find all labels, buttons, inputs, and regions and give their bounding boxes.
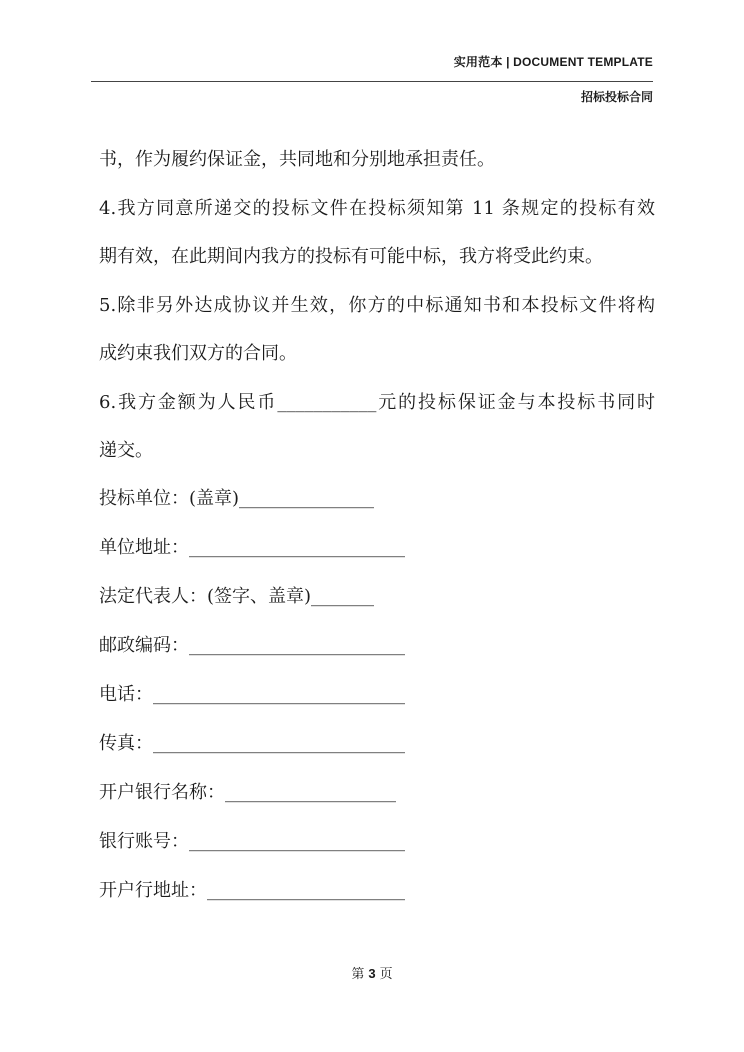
footer-suffix: 页	[379, 967, 393, 982]
document-type: 招标投标合同	[580, 90, 653, 104]
page-number: 3	[368, 966, 376, 981]
body-line: 6.我方金额为人民币___________元的投标保证金与本投标书同时	[99, 391, 655, 413]
page-footer	[0, 963, 744, 982]
body-line: 5.除非另外达成协议并生效，你方的中标通知书和本投标文件将构	[99, 294, 655, 316]
field-fax: 传真：____________________________	[99, 733, 405, 754]
body-line: 递交。	[99, 440, 153, 461]
body-line: 期有效，在此期间内我方的投标有可能中标，我方将受此约束。	[99, 246, 603, 267]
field-bidder-unit: 投标单位：(盖章)_______________	[99, 488, 375, 509]
field-phone: 电话：____________________________	[99, 684, 405, 705]
body-text	[99, 136, 659, 476]
header-divider	[91, 81, 653, 82]
footer-prefix: 第	[351, 967, 365, 982]
field-postal-code: 邮政编码：________________________	[99, 635, 405, 656]
body-line: 4.我方同意所递交的投标文件在投标须知第 11 条规定的投标有效	[99, 197, 655, 219]
field-bank-account: 银行账号：________________________	[99, 831, 405, 852]
body-line: 成约束我们双方的合同。	[99, 343, 297, 364]
field-legal-representative: 法定代表人：(签字、盖章)_______	[99, 586, 375, 607]
body-line: 书，作为履约保证金，共同地和分别地承担责任。	[99, 149, 495, 170]
header-label: 实用范本 | DOCUMENT TEMPLATE	[453, 55, 653, 69]
signature-fields	[99, 474, 659, 915]
field-unit-address: 单位地址：________________________	[99, 537, 405, 558]
field-bank-address: 开户行地址：______________________	[99, 880, 405, 901]
field-bank-name: 开户银行名称：___________________	[99, 782, 396, 803]
